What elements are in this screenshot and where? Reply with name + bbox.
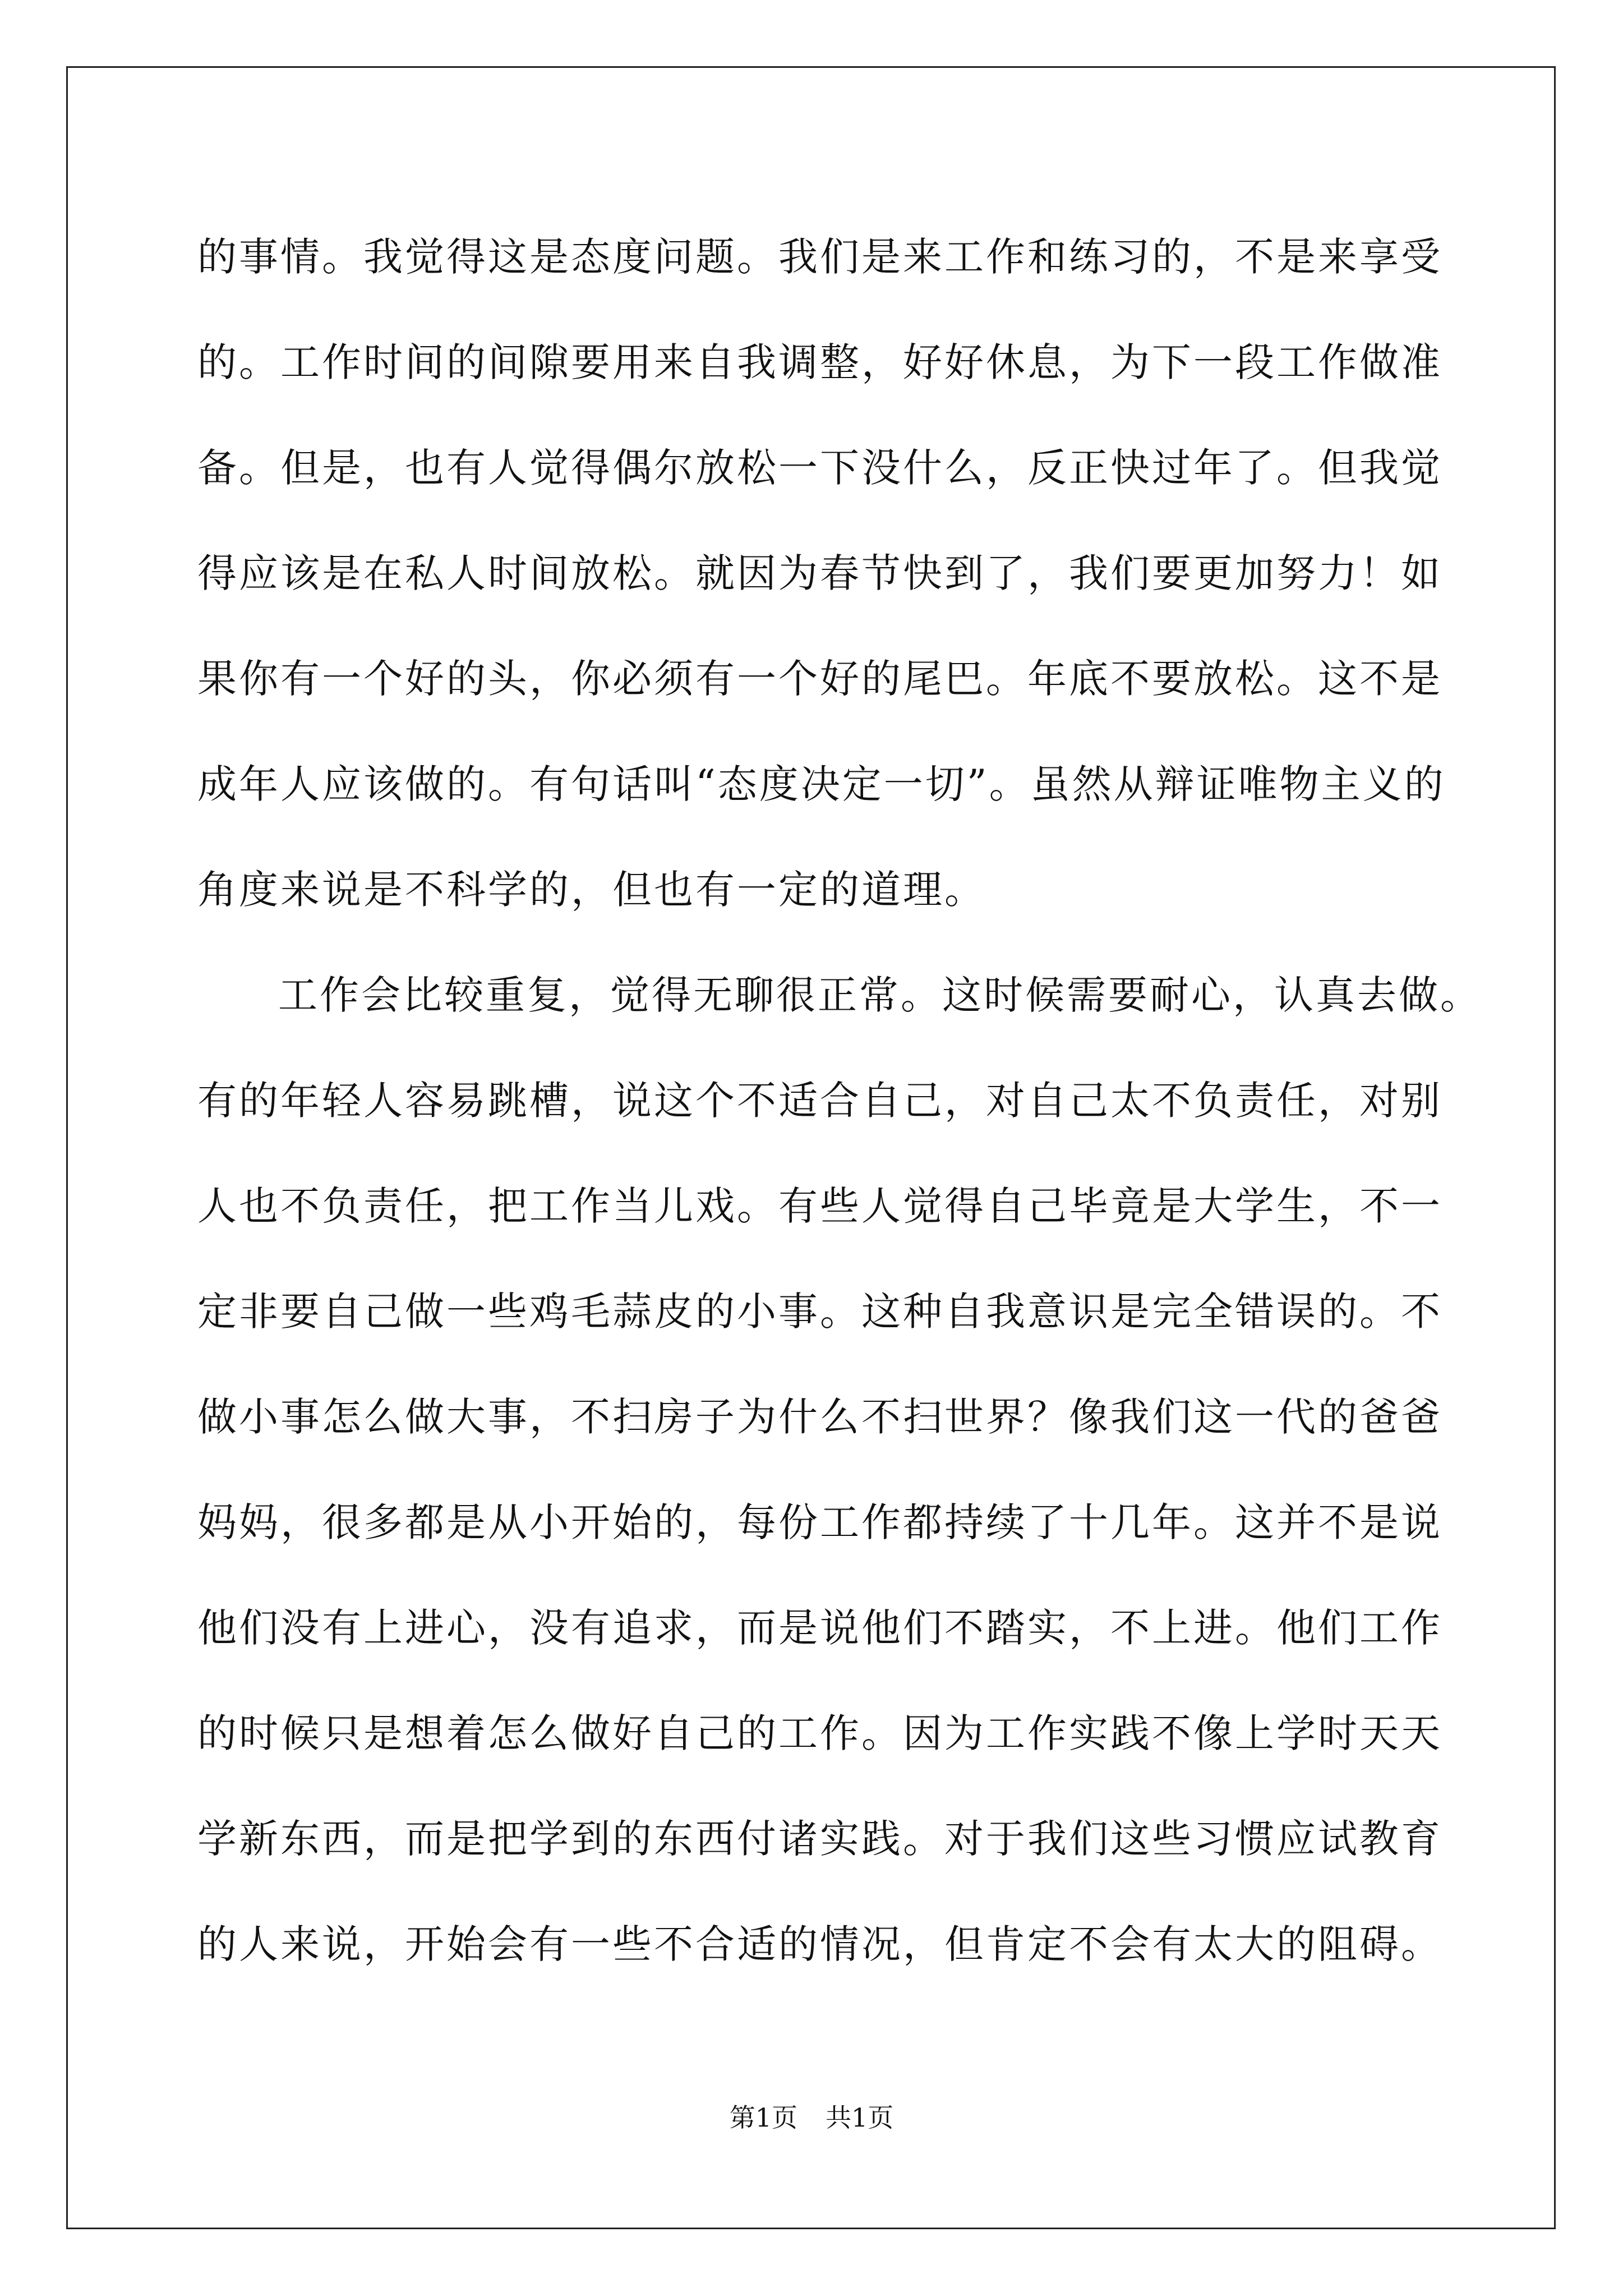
text-line: 有的年轻人容易跳槽，说这个不适合自己，对自己太不负责任，对别 (197, 1078, 1442, 1124)
text-line: 的人来说，开始会有一些不合适的情况，但肯定不会有太大的阻碍。 (197, 1921, 1442, 1967)
text-line: 得应该是在私人时间放松。就因为春节快到了，我们要更加努力！如 (197, 550, 1442, 596)
text-line: 的。工作时间的间隙要用来自我调整，好好休息，为下一段工作做准 (197, 339, 1442, 385)
text-line: 成年人应该做的。有句话叫“态度决定一切”。虽然从辩证唯物主义的 (197, 761, 1446, 807)
text-line: 果你有一个好的头，你必须有一个好的尾巴。年底不要放松。这不是 (197, 656, 1442, 702)
text-line: 他们没有上进心，没有追求，而是说他们不踏实，不上进。他们工作 (197, 1605, 1442, 1651)
paragraph-2 (197, 942, 1482, 1997)
text-line: 的时候只是想着怎么做好自己的工作。因为工作实践不像上学时天天 (197, 1710, 1442, 1756)
text-line: 的事情。我觉得这是态度问题。我们是来工作和练习的，不是来享受 (197, 234, 1442, 280)
page-footer (0, 2101, 1623, 2134)
text-line: 学新东西，而是把学到的东西付诸实践。对于我们这些习惯应试教育 (197, 1816, 1442, 1862)
document-body (197, 204, 1482, 1997)
paragraph-1 (197, 204, 1454, 942)
page-total: 共1页 (826, 2102, 894, 2133)
text-line: 人也不负责任，把工作当儿戏。有些人觉得自己毕竟是大学生，不一 (197, 1183, 1442, 1229)
text-line: 做小事怎么做大事，不扫房子为什么不扫世界？像我们这一代的爸爸 (197, 1394, 1442, 1440)
text-line: 定非要自己做一些鸡毛蒜皮的小事。这种自我意识是完全错误的。不 (197, 1289, 1442, 1335)
text-line: 角度来说是不科学的，但也有一定的道理。 (197, 867, 986, 913)
text-line: 工作会比较重复，觉得无聊很正常。这时候需要耐心，认真去做。 (278, 972, 1482, 1018)
text-line: 妈妈，很多都是从小开始的，每份工作都持续了十几年。这并不是说 (197, 1499, 1442, 1545)
page-number: 第1页 (729, 2102, 797, 2133)
text-line: 备。但是，也有人觉得偶尔放松一下没什么，反正快过年了。但我觉 (197, 445, 1442, 491)
